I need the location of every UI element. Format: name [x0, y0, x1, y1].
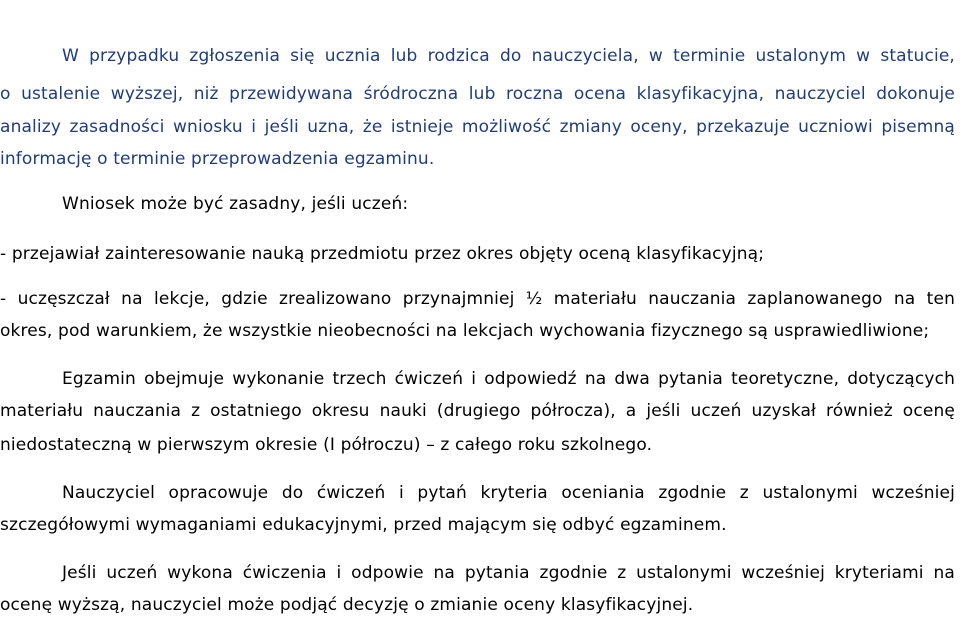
paragraph-2-line-1: Wniosek może być zasadny, jeśli uczeń:	[62, 194, 409, 214]
paragraph-1-line-1: W przypadku zgłoszenia się ucznia lub rodzica do nauczyciela, w terminie ustalonym w statucie,	[62, 46, 955, 66]
paragraph-5-line-1: Jeśli uczeń wykona ćwiczenia i odpowie na pytania zgodnie z ustalonymi wcześniej kryteriami na	[62, 563, 955, 583]
paragraph-3-line-3: niedostateczną w pierwszym okresie (I półroczu) – z całego roku szkolnego.	[0, 435, 653, 455]
list-item-1: - przejawiał zainteresowanie nauką przedmiotu przez okres objęty oceną klasyfikacyjną;	[0, 244, 765, 264]
list-item-2-line-2: okres, pod warunkiem, że wszystkie nieobecności na lekcjach wychowania fizycznego są usprawiedliwione;	[0, 321, 930, 341]
paragraph-3-line-2: materiału nauczania z ostatniego okresu nauki (drugiego półrocza), a jeśli uczeń uzyskał również ocenę	[0, 401, 955, 421]
list-item-2-line-1: - uczęszczał na lekcje, gdzie zrealizowano przynajmniej ½ materiału nauczania zaplanowanego na ten	[0, 289, 955, 309]
paragraph-1-line-3: analizy zasadności wniosku i jeśli uzna, że istnieje możliwość zmiany oceny, przekazuje uczniowi pisemną	[0, 117, 955, 137]
paragraph-3-line-1: Egzamin obejmuje wykonanie trzech ćwiczeń i odpowiedź na dwa pytania teoretyczne, dotyczących	[62, 369, 955, 389]
school-subtitle: Gimnazjum w Zespole Szkół Ogólnokształcących w Zakopanem	[246, 24, 714, 42]
paragraph-1-line-4: informację o terminie przeprowadzenia egzaminu.	[0, 149, 435, 169]
school-name: Zespół Szkół Ogólnokształcących w Zakopanem	[303, 2, 657, 20]
paragraph-1-line-2: o ustalenie wyższej, niż przewidywana śródroczna lub roczna ocena klasyfikacyjna, nauczyciel dokonuje	[0, 84, 955, 104]
paragraph-4-line-2: szczegółowymi wymaganiami edukacyjnymi, przed mającym się odbyć egzaminem.	[0, 515, 727, 535]
paragraph-4-line-1: Nauczyciel opracowuje do ćwiczeń i pytań kryteria oceniania zgodnie z ustalonymi wcześniej	[62, 483, 955, 503]
paragraph-5-line-2: ocenę wyższą, nauczyciel może podjąć decyzję o zmianie oceny klasyfikacyjnej.	[0, 595, 694, 615]
